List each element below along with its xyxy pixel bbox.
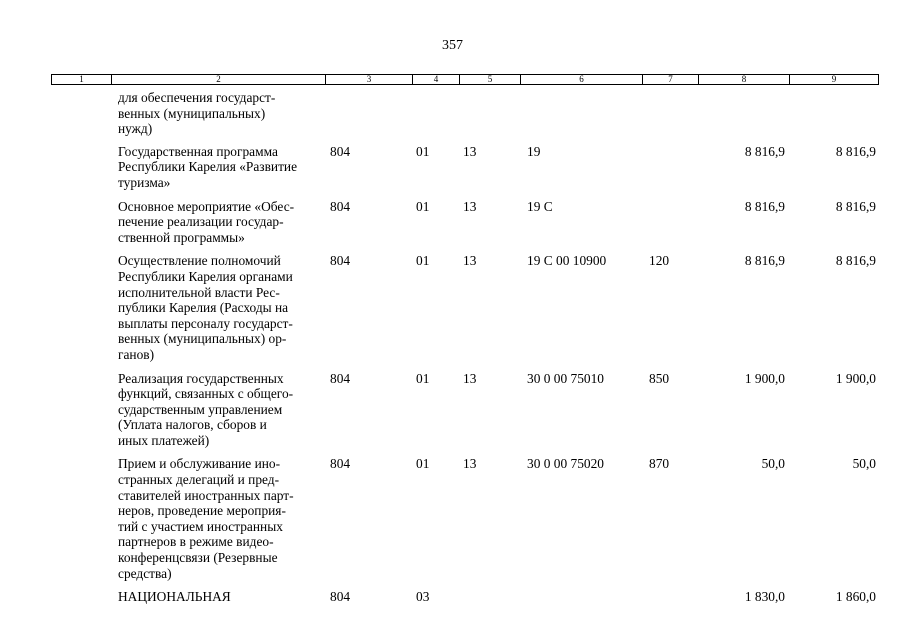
- cell-col5: 13: [463, 370, 477, 386]
- cell-col5: 13: [463, 456, 477, 472]
- cell-col9: 1 900,0: [835, 370, 876, 386]
- cell-col8: 8 816,9: [744, 143, 785, 159]
- table-row: [118, 371, 888, 449]
- table-row: [118, 90, 888, 137]
- table-body: [118, 90, 888, 613]
- column-header-8: 8: [699, 75, 790, 84]
- cell-col3: 804: [330, 143, 351, 159]
- cell-col4: 03: [416, 589, 430, 605]
- cell-col3: 804: [330, 370, 351, 386]
- row-name: НАЦИОНАЛЬНАЯ: [118, 589, 231, 605]
- cell-col3: 804: [330, 253, 351, 269]
- column-header-4: 4: [413, 75, 460, 84]
- cell-col3: 804: [330, 456, 351, 472]
- page-number: 357: [442, 38, 463, 53]
- cell-col4: 01: [416, 370, 430, 386]
- column-header-5: 5: [460, 75, 521, 84]
- cell-col9: 50,0: [852, 456, 876, 472]
- cell-col6: 30 0 00 75020: [527, 456, 604, 472]
- cell-col6: 30 0 00 75010: [527, 370, 604, 386]
- cell-col5: 13: [463, 253, 477, 269]
- cell-col8: 50,0: [761, 456, 785, 472]
- table-row: [118, 456, 888, 581]
- cell-col8: 8 816,9: [744, 198, 785, 214]
- table-header-row: [51, 74, 879, 85]
- column-header-7: 7: [643, 75, 699, 84]
- column-header-1: 1: [52, 75, 112, 84]
- column-header-2: 2: [112, 75, 326, 84]
- column-header-9: 9: [831, 74, 837, 84]
- row-name: для обеспечения государст- венных (муниципальных) нужд): [118, 90, 276, 137]
- cell-col3: 804: [330, 589, 351, 605]
- cell-col4: 01: [416, 143, 430, 159]
- cell-col9: 8 816,9: [835, 198, 876, 214]
- cell-col8: 8 816,9: [744, 253, 785, 269]
- table-row: [118, 589, 888, 605]
- cell-col6: 19 С 00 10900: [527, 253, 607, 269]
- cell-col9: 8 816,9: [835, 253, 876, 269]
- cell-col8: 1 830,0: [744, 589, 785, 605]
- cell-col7: 120: [649, 253, 670, 269]
- table-row: [118, 199, 888, 246]
- row-name: Основное мероприятие «Обес- печение реализации государ- ственной программы»: [118, 198, 295, 245]
- table-row: [118, 144, 888, 191]
- cell-col6: 19: [527, 143, 541, 159]
- cell-col4: 01: [416, 198, 430, 214]
- column-header-3: 3: [326, 75, 413, 84]
- cell-col5: 13: [463, 198, 477, 214]
- cell-col9: 1 860,0: [835, 589, 876, 605]
- cell-col3: 804: [330, 198, 351, 214]
- cell-col5: 13: [463, 143, 477, 159]
- table-row: [118, 253, 888, 362]
- cell-col7: 850: [649, 370, 670, 386]
- row-name: Осуществление полномочий Республики Карелия органами исполнительной власти Рес- публики Карелия (Расходы на выплаты персоналу государст- венных (муниципальных) ор- ганов): [118, 253, 293, 362]
- cell-col8: 1 900,0: [744, 370, 785, 386]
- row-name: Прием и обслуживание ино- странных делегаций и пред- ставителей иностранных парт- неров, проведение мероприя- тий с участием иностранных партнеров в режиме видео- конференцсвязи (Резервные средства): [118, 456, 294, 581]
- cell-col7: 870: [649, 456, 670, 472]
- cell-col9: 8 816,9: [835, 143, 876, 159]
- cell-col4: 01: [416, 253, 430, 269]
- cell-col6: 19 С: [527, 198, 553, 214]
- row-name: Государственная программа Республики Карелия «Развитие туризма»: [118, 143, 298, 190]
- cell-col4: 01: [416, 456, 430, 472]
- row-name: Реализация государственных функций, связанных с общего- сударственным управлением (Уплата налогов, сборов и иных платежей): [118, 370, 294, 448]
- column-header-6: 6: [521, 75, 643, 84]
